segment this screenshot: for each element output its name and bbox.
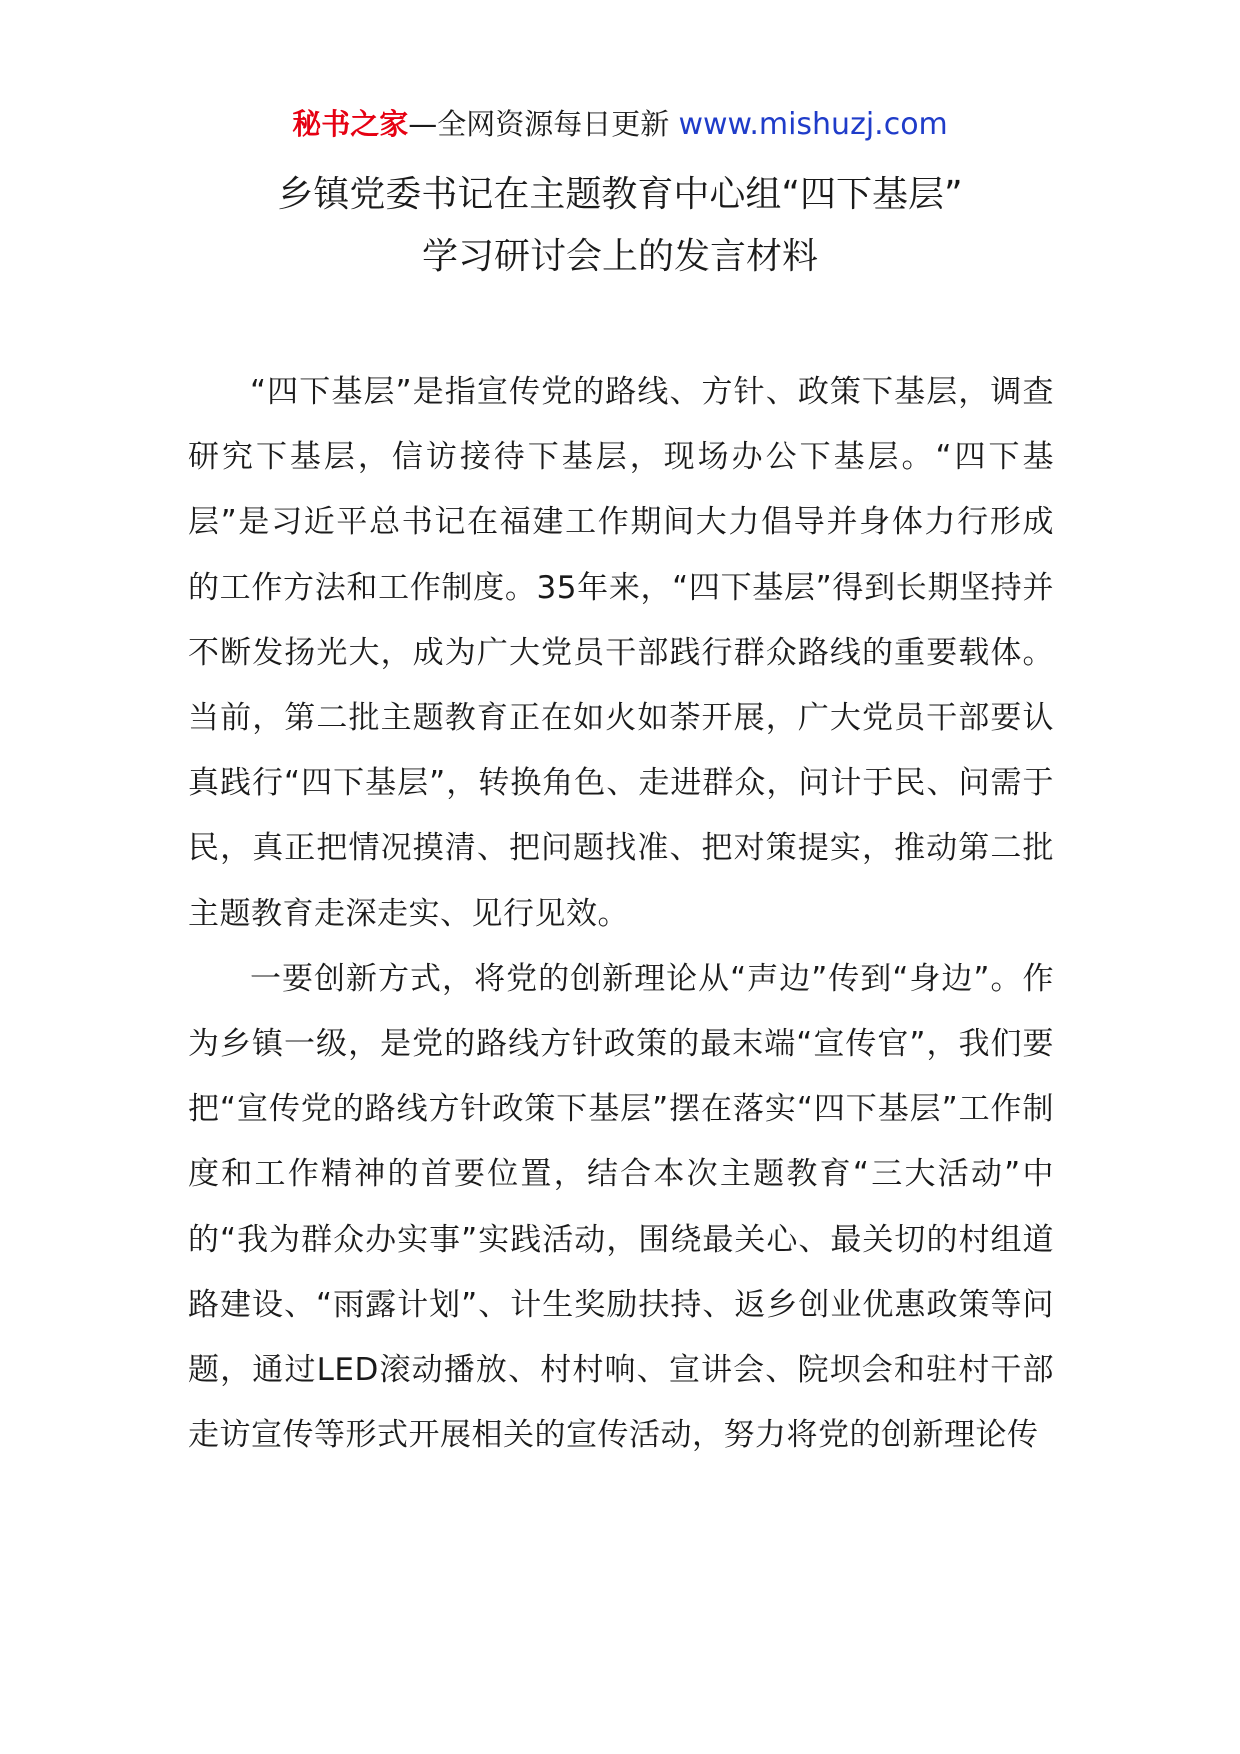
body-paragraph-2 (188, 947, 1054, 1469)
paragraph-2-text: 作为乡镇一级，是党的路线方针政策的最末端“宣传官”，我们要把“宣传党的路线方针政策下基层”摆在落实“四下基层”工作制度和工作精神的首要位置，结合本次主题教育“三大活动”中的“我为群众办实事”实践活动，围绕最关心、最关切的村组道路建设、“雨露计划”、计生奖励扶持、返乡创业优惠政策等问题，通过LED滚动播放、村村响、宣讲会、院坝会和驻村干部走访宣传等形式开展相关的宣传活动，努力将党的创新理论传 (188, 960, 1054, 1454)
document-title (0, 164, 1240, 288)
brand-name: 秘书之家 (292, 107, 409, 141)
document-title-line-1: 乡镇党委书记在主题教育中心组“四下基层” (277, 174, 963, 215)
body-paragraph-1: “四下基层”是指宣传党的路线、方针、政策下基层，调查研究下基层，信访接待下基层，现场办公下基层。“四下基层”是习近平总书记在福建工作期间大力倡导并身体力行形成的工作方法和工作制度。35年来，“四下基层”得到长期坚持并不断发扬光大，成为广大党员干部践行群众路线的重要载体。当前，第二批主题教育正在如火如荼开展，广大党员干部要认真践行“四下基层”，转换角色、走进群众，问计于民、问需于民，真正把情况摸清、把问题找准、把对策提实，推动第二批主题教育走深走实、见行见效。 (188, 374, 1054, 932)
header-tagline: —全网资源每日更新 (408, 107, 679, 141)
document-body (188, 360, 1054, 1468)
paragraph-2-lead-sentence: 一要创新方式，将党的创新理论从“声边”传到“身边”。 (250, 960, 1023, 997)
site-url-link[interactable]: www.mishuzj.com (678, 107, 948, 142)
document-title-line-2: 学习研讨会上的发言材料 (421, 236, 818, 277)
site-header (0, 104, 1240, 145)
